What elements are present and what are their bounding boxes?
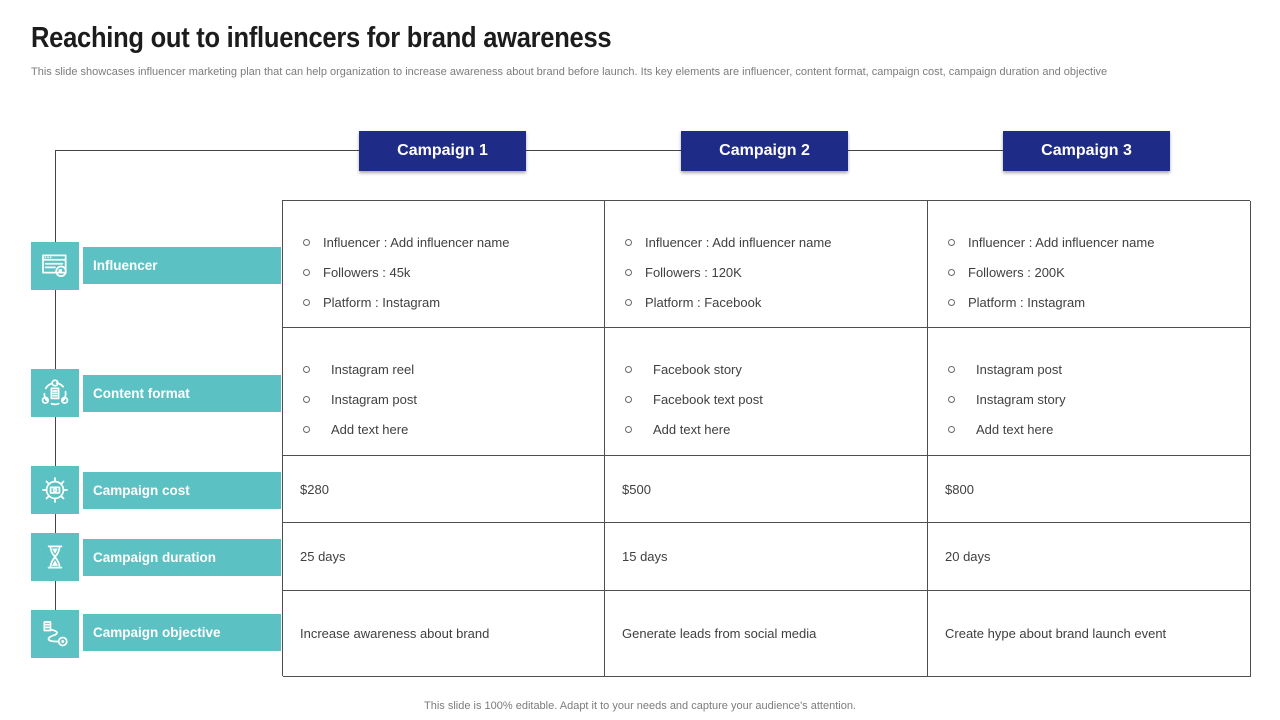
influencer-name-c3: Influencer : Add influencer name <box>968 234 1155 250</box>
bullet-icon <box>303 299 310 306</box>
slide-subtitle: This slide showcases influencer marketing plan that can help organization to increase awareness about brand before launch. Its key elements are influencer, content format, campaign cost, campaign duration and objective <box>31 66 1108 78</box>
bullet-icon <box>625 426 632 433</box>
cost-cell-campaign-1: $280 <box>283 456 605 523</box>
bullet-icon <box>303 396 310 403</box>
category-label-influencer: Influencer <box>83 247 281 284</box>
platform-c1: Platform : Instagram <box>323 294 441 310</box>
bullet-icon <box>303 269 310 276</box>
bullet-icon <box>625 299 632 306</box>
gear-money-icon <box>31 466 79 514</box>
bullet-icon <box>303 239 310 246</box>
category-label-campaign-duration: Campaign duration <box>83 539 281 576</box>
content-item: Facebook text post <box>653 391 763 407</box>
influencer-name-c1: Influencer : Add influencer name <box>323 234 510 250</box>
platform-c2: Platform : Facebook <box>645 294 762 310</box>
influencer-cell-campaign-3 <box>928 201 1251 328</box>
content-item: Add text here <box>331 421 409 437</box>
bullet-icon <box>625 366 632 373</box>
horizontal-connector-line <box>55 150 1089 151</box>
bullet-icon <box>948 239 955 246</box>
duration-cell-campaign-1: 25 days <box>283 523 605 591</box>
objective-cell-campaign-2: Generate leads from social media <box>605 591 928 677</box>
bullet-icon <box>948 426 955 433</box>
category-label-content-format: Content format <box>83 375 281 412</box>
content-item: Facebook story <box>653 361 742 377</box>
campaign-1-header: Campaign 1 <box>359 131 526 171</box>
followers-c3: Followers : 200K <box>968 264 1065 280</box>
followers-c2: Followers : 120K <box>645 264 742 280</box>
bullet-icon <box>948 396 955 403</box>
content-item: Add text here <box>976 421 1054 437</box>
followers-c1: Followers : 45k <box>323 264 411 280</box>
content-format-cell-campaign-3 <box>928 328 1251 456</box>
influencer-window-icon <box>31 242 79 290</box>
influencer-cell-campaign-1 <box>283 201 605 328</box>
category-label-campaign-cost: Campaign cost <box>83 472 281 509</box>
campaign-2-header: Campaign 2 <box>681 131 848 171</box>
content-item: Add text here <box>653 421 731 437</box>
objective-cell-campaign-3: Create hype about brand launch event <box>928 591 1251 677</box>
slide-footer-note: This slide is 100% editable. Adapt it to your needs and capture your audience's attention. <box>424 700 856 712</box>
slide-title: Reaching out to influencers for brand awareness <box>31 22 612 54</box>
campaign-3-header: Campaign 3 <box>1003 131 1170 171</box>
bullet-icon <box>625 269 632 276</box>
cost-cell-campaign-3: $800 <box>928 456 1251 523</box>
duration-cell-campaign-2: 15 days <box>605 523 928 591</box>
comparison-table <box>282 200 1250 676</box>
influencer-cell-campaign-2 <box>605 201 928 328</box>
category-label-campaign-objective: Campaign objective <box>83 614 281 651</box>
cost-cell-campaign-2: $500 <box>605 456 928 523</box>
route-target-icon <box>31 610 79 658</box>
content-item: Instagram post <box>331 391 417 407</box>
content-item: Instagram reel <box>331 361 415 377</box>
objective-cell-campaign-1: Increase awareness about brand <box>283 591 605 677</box>
platform-c3: Platform : Instagram <box>968 294 1086 310</box>
influencer-name-c2: Influencer : Add influencer name <box>645 234 832 250</box>
content-format-cell-campaign-1 <box>283 328 605 456</box>
content-format-cell-campaign-2 <box>605 328 928 456</box>
bullet-icon <box>948 269 955 276</box>
bullet-icon <box>948 299 955 306</box>
content-cycle-icon <box>31 369 79 417</box>
bullet-icon <box>303 426 310 433</box>
content-item: Instagram post <box>976 361 1062 377</box>
content-item: Instagram story <box>976 391 1066 407</box>
bullet-icon <box>303 366 310 373</box>
bullet-icon <box>625 396 632 403</box>
duration-cell-campaign-3: 20 days <box>928 523 1251 591</box>
bullet-icon <box>625 239 632 246</box>
bullet-icon <box>948 366 955 373</box>
hourglass-icon <box>31 533 79 581</box>
